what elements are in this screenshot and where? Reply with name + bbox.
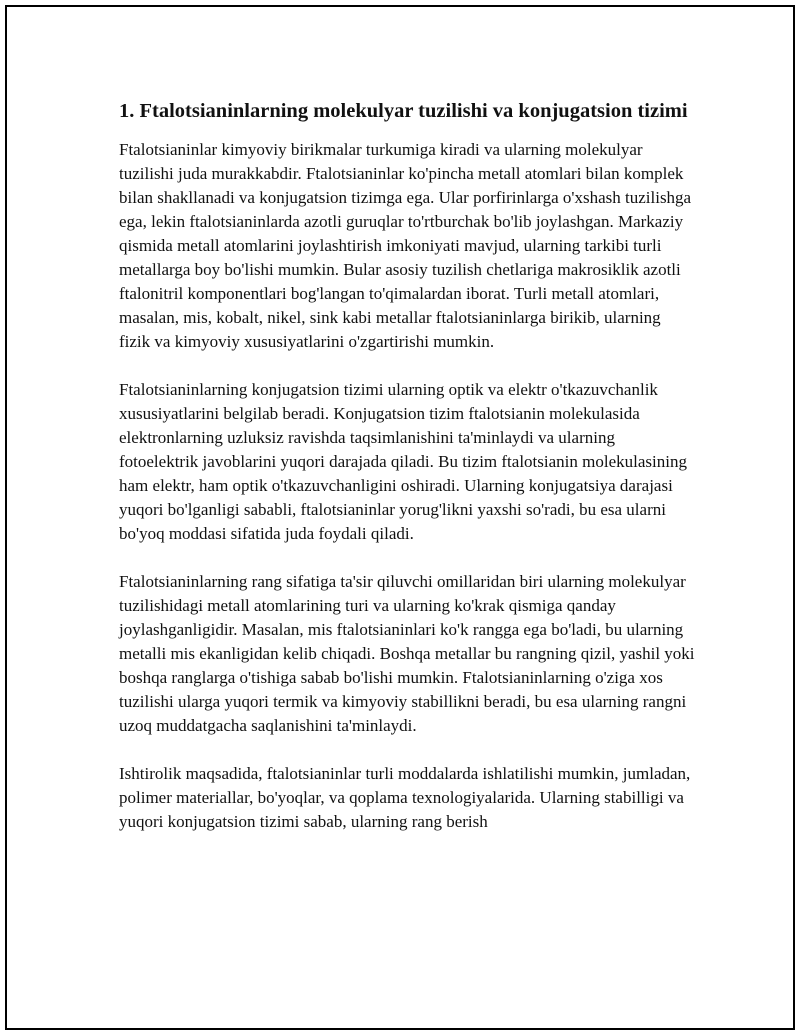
paragraph-structure: Ftalotsianinlar kimyoviy birikmalar turkumiga kiradi va ularning molekulyar tuzilishi juda murakkabdir. Ftalotsianinlar ko'pincha metall atomlari bilan komplek bilan shakllanadi va konjugatsion tizimga ega. Ular porfirinlarga o'xshash tuzilishga ega, lekin ftalotsianinlarda azotli guruqlar to'rtburchak bo'lib joylashgan. Markaziy qismida metall atomlarini joylashtirish imkoniyati mavjud, ularning tarkibi turli metallarga boy bo'lishi mumkin. Bular asosiy tuzilish chetlariga makrosiklik azotli ftalonitril komponentlari bog'langan to'qimalardan iborat. Turli metall atomlari, masalan, mis, kobalt, nikel, sink kabi metallar ftalotsianinlarga birikib, ularning fizik va kimyoviy xususiyatlarini o'zgartirishi mumkin.: [119, 140, 692, 351]
page-frame: [5, 5, 795, 1030]
paragraph-color-factors: Ftalotsianinlarning rang sifatiga ta'sir qiluvchi omillaridan biri ularning molekulyar tuzilishidagi metall atomlarining turi va ularning ko'krak qismiga qanday joylashganligidir. Masalan, mis ftalotsianinlari ko'k rangga ega bo'ladi, bu ularning metalli mis ekanligidan kelib chiqadi. Boshqa metallar bu rangning qizil, yashil yoki boshqa ranglarga o'tishiga sabab bo'lishi mumkin. Ftalotsianinlarning o'ziga xos tuzilishi ularga yuqori termik va kimyoviy stabillikni beradi, bu esa ularning rangni uzoq muddatgacha saqlanishini ta'minlaydi.: [119, 572, 695, 735]
section-title: 1. Ftalotsianinlarning molekulyar tuzilishi va konjugatsion tizimi: [119, 100, 688, 122]
document-body: [119, 97, 695, 858]
paragraph-applications: Ishtirolik maqsadida, ftalotsianinlar turli moddalarda ishlatilishi mumkin, jumladan, polimer materiallar, bo'yoqlar, va qoplama texnologiyalarida. Ularning stabilligi va yuqori konjugatsion tizimi sabab, ularning rang berish: [119, 764, 691, 831]
paragraph-conjugation: Ftalotsianinlarning konjugatsion tizimi ularning optik va elektr o'tkazuvchanlik xususiyatlarini belgilab beradi. Konjugatsion tizim ftalotsianin molekulasida elektronlarning uzluksiz ravishda taqsimlanishini ta'minlaydi va ularning fotoelektrik javoblarini yuqori darajada qiladi. Bu tizim ftalotsianin molekulasining ham elektr, ham optik o'tkazuvchanligini oshiradi. Ularning konjugatsiya darajasi yuqori bo'lganligi sababli, ftalotsianinlar yorug'likni yaxshi so'radi, bu esa ularni bo'yoq moddasi sifatida juda foydali qiladi.: [119, 380, 687, 543]
